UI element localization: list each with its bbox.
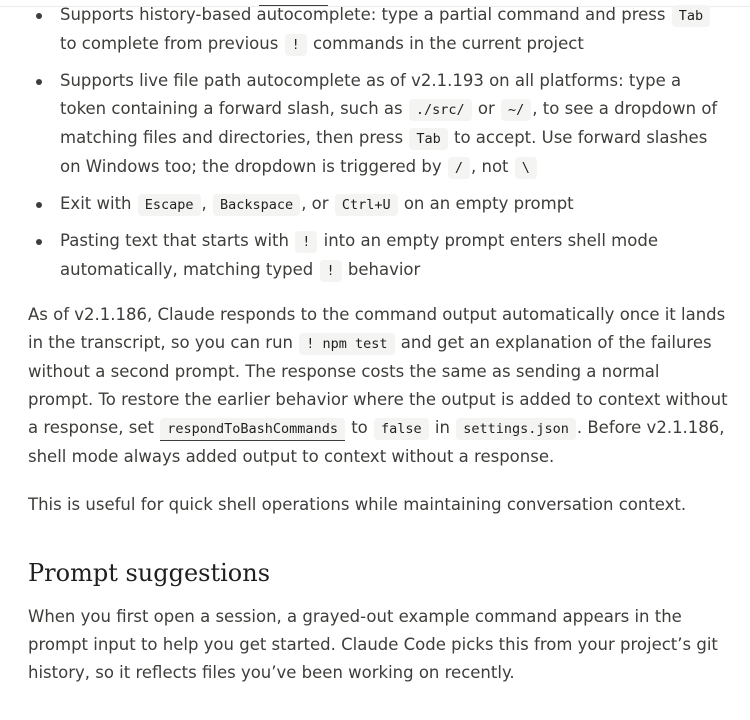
inline-code: !	[295, 231, 317, 253]
doc-content	[28, 1, 728, 707]
paragraph-useful: This is useful for quick shell operations while maintaining conversation context.	[28, 495, 687, 514]
inline-code: ~/	[501, 99, 531, 121]
inline-code: Backspace	[213, 194, 300, 216]
list-item-text: behavior	[342, 260, 421, 279]
inline-code: Ctrl+U	[335, 194, 398, 216]
inline-code: Escape	[138, 194, 201, 216]
paragraph-prompt-suggestions: When you first open a session, a grayed-out example command appears in the prompt input to help you get started. Claude Code picks this from your project’s git history, so it reflects files you’ve been working on recently.	[28, 607, 718, 682]
inline-code: ! npm test	[299, 333, 394, 355]
inline-code: !	[320, 260, 342, 282]
list-item-text: Supports history-based autocomplete: type a partial command and press	[60, 5, 671, 24]
settings-key-link[interactable]: respondToBashCommands	[160, 418, 345, 441]
list-item	[28, 1, 728, 59]
paragraph-text: to	[345, 418, 374, 437]
paragraph-text: in	[429, 418, 456, 437]
list-item-text: Pasting text that starts with	[60, 231, 295, 250]
list-item-text: , to see a dropdown of matching files and directories, then press	[60, 99, 718, 147]
list-item-text: to complete from previous	[60, 34, 284, 53]
list-item-text: into an empty prompt enters shell mode automatically, matching typed	[60, 231, 658, 279]
list-item-text: Supports live file path autocomplete as of v2.1.193 on all platforms: type a token containing a forward slash, such as	[60, 71, 682, 118]
section-heading-prompt-suggestions: Prompt suggestions	[28, 559, 271, 587]
list-item-text: or	[472, 99, 501, 118]
inline-code: settings.json	[456, 418, 576, 440]
inline-code: Tab	[409, 128, 447, 150]
inline-code: false	[374, 418, 429, 440]
list-item	[28, 190, 728, 219]
paragraph-text: . Before v2.1.186, shell mode always added output to context without a response.	[28, 418, 725, 466]
paragraph-claude-responds	[28, 301, 728, 471]
list-item-text: , or	[301, 194, 334, 213]
inline-code: ./src/	[409, 99, 472, 121]
list-item	[28, 67, 728, 182]
list-item-text: ,	[201, 194, 213, 213]
inline-code: Tab	[672, 5, 710, 27]
paragraph-text: and get an explanation of the failures without a second prompt. The response costs the same as sending a normal prompt. To restore the earlier behavior where the output is added to context without a response, set	[28, 333, 728, 437]
feature-list	[28, 1, 728, 285]
inline-code: !	[285, 34, 307, 56]
list-item-text: commands in the current project	[307, 34, 584, 53]
list-item-text: on an empty prompt	[398, 194, 574, 213]
inline-code: /	[448, 157, 470, 179]
list-item-text: to accept. Use forward slashes on Windows too; the dropdown is triggered by	[60, 128, 708, 176]
inline-code: \	[515, 157, 537, 179]
paragraph-text: As of v2.1.186, Claude responds to the command output automatically once it lands in the transcript, so you can run	[28, 305, 726, 352]
list-item-text: , not	[471, 157, 514, 176]
list-item-text: Exit with	[60, 194, 137, 213]
list-item	[28, 227, 728, 285]
